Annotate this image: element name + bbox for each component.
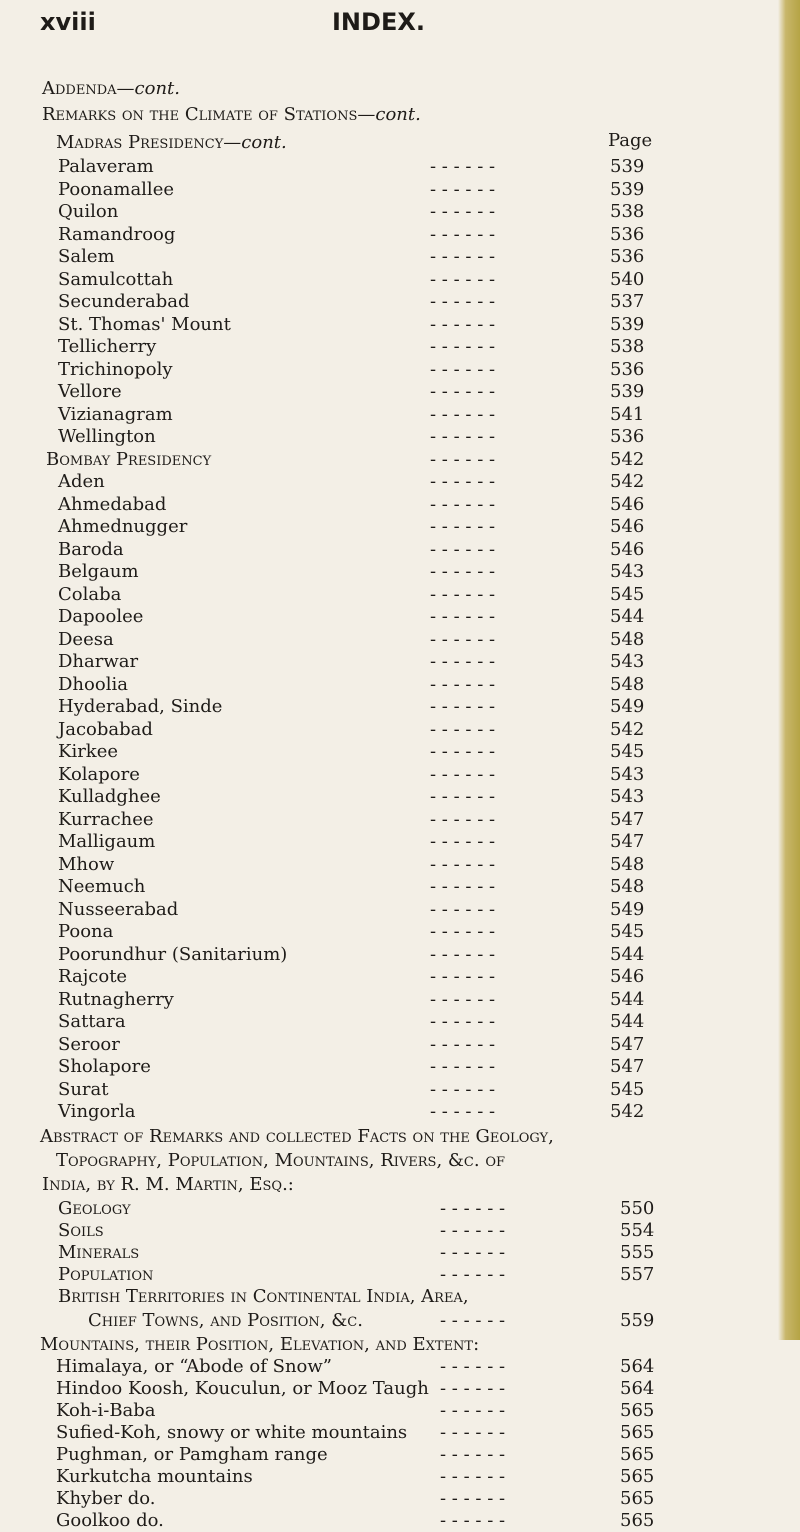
leader-dashes: - - - - - - xyxy=(440,1509,506,1531)
entry-name: Dapoolee xyxy=(58,606,144,627)
entry-page: 542 xyxy=(610,448,645,470)
leader-dashes: - - - - - - xyxy=(430,178,496,200)
index-entry xyxy=(58,764,650,786)
index-entry xyxy=(58,314,650,336)
entry-name: Dharwar xyxy=(58,651,139,672)
leader-dashes: - - - - - - xyxy=(440,1309,506,1331)
entry-name: Ahmedabad xyxy=(58,493,167,515)
remarks-cont: —cont. xyxy=(357,104,421,125)
entry-page: 548 xyxy=(610,673,645,695)
leader-dashes: - - - - - - xyxy=(430,493,496,515)
leader-dashes: - - - - - - xyxy=(440,1443,506,1465)
entry-page: 565 xyxy=(620,1443,655,1465)
entry-name: Malligaum xyxy=(58,831,156,852)
entry-page: 542 xyxy=(610,1101,645,1122)
page-column-header: Page xyxy=(608,130,653,151)
entry-name: Kirkee xyxy=(58,741,119,762)
index-entry xyxy=(58,156,650,178)
index-entry xyxy=(58,1264,660,1286)
leader-dashes: - - - - - - xyxy=(430,471,496,492)
leader-dashes: - - - - - - xyxy=(440,1465,506,1487)
leader-dashes: - - - - - - xyxy=(430,403,496,425)
entry-name: Sufied-Koh, snowy or white mountains xyxy=(56,1421,408,1443)
entry-name: Deesa xyxy=(58,628,114,650)
leader-dashes: - - - - - - xyxy=(430,988,496,1010)
leader-dashes: - - - - - - xyxy=(430,156,496,177)
entry-name: Khyber do. xyxy=(56,1487,156,1509)
entry-page: 547 xyxy=(610,1056,645,1077)
leader-dashes: - - - - - - xyxy=(430,313,496,335)
entry-page: 543 xyxy=(610,561,645,582)
entry-name: Poorundhur (Sanitarium) xyxy=(58,943,288,965)
entry-name: Secunderabad xyxy=(58,291,190,312)
leader-dashes: - - - - - - xyxy=(430,718,496,740)
entry-name: Rajcote xyxy=(58,966,128,987)
entry-page: 548 xyxy=(610,628,645,650)
index-entry xyxy=(58,1034,650,1056)
entry-page: 543 xyxy=(610,763,645,785)
index-entry xyxy=(58,494,650,516)
entry-page: 549 xyxy=(610,898,645,920)
leader-dashes: - - - - - - xyxy=(430,223,496,245)
leader-dashes: - - - - - - xyxy=(440,1263,506,1285)
entry-name: Koh-i-Baba xyxy=(56,1399,156,1421)
entry-name: Belgaum xyxy=(58,561,139,582)
index-entry xyxy=(56,1510,660,1532)
entry-page: 565 xyxy=(620,1421,655,1443)
index-entry xyxy=(58,674,650,696)
entry-page: 557 xyxy=(620,1263,655,1285)
index-entry xyxy=(58,224,650,246)
index-entry xyxy=(58,786,650,808)
entry-name: Soils xyxy=(58,1219,104,1241)
leader-dashes: - - - - - - xyxy=(430,336,496,357)
index-entry xyxy=(58,539,650,561)
leader-dashes: - - - - - - xyxy=(430,381,496,402)
entry-page: 542 xyxy=(610,471,645,492)
entry-page: 548 xyxy=(610,876,645,897)
entry-page: 548 xyxy=(610,853,645,875)
entry-page: 543 xyxy=(610,786,645,807)
entry-page: 546 xyxy=(610,538,645,560)
entry-name: Tellicherry xyxy=(58,336,157,357)
entry-name: Bombay Presidency xyxy=(46,448,212,470)
leader-dashes: - - - - - - xyxy=(440,1355,506,1377)
entry-page: 542 xyxy=(610,718,645,740)
leader-dashes: - - - - - - xyxy=(430,1101,496,1122)
entry-page: 543 xyxy=(610,651,645,672)
leader-dashes: - - - - - - xyxy=(430,561,496,582)
leader-dashes: - - - - - - xyxy=(430,1078,496,1100)
abstract-line-1: Abstract of Remarks and collected Facts on the Geology, xyxy=(40,1125,554,1147)
index-entry xyxy=(58,269,650,291)
leader-dashes: - - - - - - xyxy=(430,696,496,717)
leader-dashes: - - - - - - xyxy=(440,1421,506,1443)
index-entry xyxy=(58,989,650,1011)
entry-name: Samulcottah xyxy=(58,268,174,290)
entry-page: 537 xyxy=(610,291,645,312)
index-entry xyxy=(88,1310,660,1332)
british-line-1: British Territories in Continental India, Area, xyxy=(58,1285,469,1307)
running-title: INDEX. xyxy=(332,8,425,36)
index-entry xyxy=(58,921,650,943)
leader-dashes: - - - - - - xyxy=(430,291,496,312)
index-entry xyxy=(58,516,650,538)
leader-dashes: - - - - - - xyxy=(430,1033,496,1055)
leader-dashes: - - - - - - xyxy=(440,1219,506,1241)
entry-page: 539 xyxy=(610,156,645,177)
leader-dashes: - - - - - - xyxy=(430,943,496,965)
entry-page: 539 xyxy=(610,381,645,402)
entry-page: 564 xyxy=(620,1377,655,1399)
entry-name: Wellington xyxy=(58,426,156,447)
entry-name: Poona xyxy=(58,921,114,942)
entry-page: 536 xyxy=(610,358,645,380)
entry-name: Seroor xyxy=(58,1033,120,1055)
entry-name: Chief Towns, and Position, &c. xyxy=(88,1309,363,1331)
entry-name: Salem xyxy=(58,246,115,267)
entry-page: 550 xyxy=(620,1197,655,1219)
index-entry xyxy=(58,1011,650,1033)
index-entry xyxy=(58,1198,660,1220)
index-entry xyxy=(58,854,650,876)
leader-dashes: - - - - - - xyxy=(440,1197,506,1219)
addenda-label: Addenda xyxy=(42,78,117,99)
leader-dashes: - - - - - - xyxy=(430,966,496,987)
page-edge-binding xyxy=(778,0,800,1340)
entry-name: Neemuch xyxy=(58,876,146,897)
leader-dashes: - - - - - - xyxy=(430,358,496,380)
entry-page: 539 xyxy=(610,313,645,335)
entry-page: 565 xyxy=(620,1487,655,1509)
entry-page: 546 xyxy=(610,493,645,515)
index-entry xyxy=(58,291,650,313)
leader-dashes: - - - - - - xyxy=(430,741,496,762)
entry-page: 565 xyxy=(620,1399,655,1421)
entry-name: Jacobabad xyxy=(58,718,153,740)
leader-dashes: - - - - - - xyxy=(430,628,496,650)
entry-name: Rutnagherry xyxy=(58,988,174,1010)
index-entry xyxy=(56,1378,660,1400)
entry-page: 544 xyxy=(610,1011,645,1032)
leader-dashes: - - - - - - xyxy=(430,831,496,852)
entry-page: 549 xyxy=(610,696,645,717)
entry-name: Population xyxy=(58,1263,154,1285)
entry-name: Colaba xyxy=(58,583,122,605)
entry-page: 564 xyxy=(620,1355,655,1377)
page-header xyxy=(40,8,740,48)
leader-dashes: - - - - - - xyxy=(430,1011,496,1032)
entry-name: Vellore xyxy=(58,381,122,402)
entry-name: Hyderabad, Sinde xyxy=(58,696,223,717)
index-entry xyxy=(58,629,650,651)
entry-page: 536 xyxy=(610,246,645,267)
entry-page: 541 xyxy=(610,403,645,425)
folio-number: xviii xyxy=(40,8,96,36)
leader-dashes: - - - - - - xyxy=(430,921,496,942)
index-entry xyxy=(58,876,650,898)
index-entry xyxy=(56,1444,660,1466)
entry-page: 565 xyxy=(620,1465,655,1487)
madras-label: Madras Presidency xyxy=(56,132,224,153)
index-entry xyxy=(58,606,650,628)
entry-name: Pughman, or Pamgham range xyxy=(56,1443,328,1465)
index-entry xyxy=(58,719,650,741)
entry-name: Palaveram xyxy=(58,156,154,177)
leader-dashes: - - - - - - xyxy=(430,1056,496,1077)
index-entry xyxy=(58,561,650,583)
index-entry xyxy=(56,1466,660,1488)
addenda-heading xyxy=(42,78,180,99)
index-entry xyxy=(58,651,650,673)
entry-name: Sholapore xyxy=(58,1056,151,1077)
madras-heading xyxy=(56,132,287,153)
leader-dashes: - - - - - - xyxy=(430,201,496,222)
leader-dashes: - - - - - - xyxy=(430,606,496,627)
leader-dashes: - - - - - - xyxy=(430,673,496,695)
index-entry xyxy=(58,1220,660,1242)
leader-dashes: - - - - - - xyxy=(430,246,496,267)
index-entry xyxy=(58,899,650,921)
leader-dashes: - - - - - - xyxy=(430,898,496,920)
leader-dashes: - - - - - - xyxy=(430,268,496,290)
index-entry xyxy=(56,1488,660,1510)
entry-page: 546 xyxy=(610,966,645,987)
leader-dashes: - - - - - - xyxy=(430,786,496,807)
entry-page: 536 xyxy=(610,223,645,245)
entry-name: Dhoolia xyxy=(58,673,128,695)
entry-page: 538 xyxy=(610,336,645,357)
abstract-line-3: India, by R. M. Martin, Esq.: xyxy=(42,1173,294,1195)
entry-name: Vizianagram xyxy=(58,403,173,425)
entry-name: Geology xyxy=(58,1197,131,1219)
index-entry xyxy=(58,1079,650,1101)
mountains-heading: Mountains, their Position, Elevation, and Extent: xyxy=(40,1333,480,1355)
remarks-label: Remarks on the Climate of Stations xyxy=(42,104,358,125)
entry-page: 545 xyxy=(610,583,645,605)
madras-cont: —cont. xyxy=(223,132,287,153)
entry-name: Nusseerabad xyxy=(58,898,179,920)
entry-name: Hindoo Koosh, Kouculun, or Mooz Taugh xyxy=(56,1377,429,1399)
index-entry xyxy=(58,966,650,988)
index-entry xyxy=(58,1242,660,1264)
leader-dashes: - - - - - - xyxy=(440,1377,506,1399)
index-entry xyxy=(58,944,650,966)
index-entry xyxy=(58,381,650,403)
index-entry xyxy=(58,179,650,201)
entry-page: 546 xyxy=(610,516,645,537)
entry-page: 544 xyxy=(610,606,645,627)
entry-page: 547 xyxy=(610,808,645,830)
index-entry xyxy=(58,1101,650,1123)
index-entry xyxy=(58,426,650,448)
entry-page: 555 xyxy=(620,1241,655,1263)
entry-page: 547 xyxy=(610,1033,645,1055)
entry-name: Poonamallee xyxy=(58,178,174,200)
entry-page: 538 xyxy=(610,201,645,222)
index-entry xyxy=(56,1400,660,1422)
index-entry xyxy=(58,471,650,493)
entry-name: Trichinopoly xyxy=(58,358,173,380)
entry-page: 540 xyxy=(610,268,645,290)
entry-page: 545 xyxy=(610,741,645,762)
index-entry xyxy=(58,359,650,381)
entry-name: Sattara xyxy=(58,1011,126,1032)
index-entry xyxy=(58,1056,650,1078)
leader-dashes: - - - - - - xyxy=(430,651,496,672)
entry-name: Ahmednugger xyxy=(58,516,188,537)
entry-name: Kurkutcha mountains xyxy=(56,1465,253,1487)
index-entry xyxy=(58,831,650,853)
entry-page: 536 xyxy=(610,426,645,447)
index-entry xyxy=(58,201,650,223)
entry-name: Kurrachee xyxy=(58,808,154,830)
entry-name: Himalaya, or “Abode of Snow” xyxy=(56,1355,332,1377)
entry-page: 544 xyxy=(610,988,645,1010)
entry-page: 565 xyxy=(620,1509,655,1531)
leader-dashes: - - - - - - xyxy=(430,426,496,447)
index-entry xyxy=(58,336,650,358)
entry-name: Kulladghee xyxy=(58,786,161,807)
entry-name: Surat xyxy=(58,1078,109,1100)
entry-name: Quilon xyxy=(58,201,119,222)
index-entry xyxy=(46,449,650,471)
index-entry xyxy=(58,404,650,426)
entry-name: Goolkoo do. xyxy=(56,1509,164,1531)
leader-dashes: - - - - - - xyxy=(430,583,496,605)
entry-name: Baroda xyxy=(58,538,124,560)
entry-name: Aden xyxy=(58,471,105,492)
entry-name: Ramandroog xyxy=(58,223,176,245)
entry-name: Kolapore xyxy=(58,763,140,785)
entry-page: 544 xyxy=(610,943,645,965)
entry-page: 547 xyxy=(610,831,645,852)
index-entry xyxy=(56,1356,660,1378)
entry-page: 554 xyxy=(620,1219,655,1241)
leader-dashes: - - - - - - xyxy=(430,763,496,785)
leader-dashes: - - - - - - xyxy=(430,853,496,875)
entry-page: 545 xyxy=(610,1078,645,1100)
entry-name: St. Thomas' Mount xyxy=(58,313,231,335)
index-entry xyxy=(58,809,650,831)
entry-page: 545 xyxy=(610,921,645,942)
index-entry xyxy=(58,741,650,763)
abstract-line-2: Topography, Population, Mountains, Rivers, &c. of xyxy=(56,1149,505,1171)
entry-page: 559 xyxy=(620,1309,655,1331)
leader-dashes: - - - - - - xyxy=(440,1399,506,1421)
entry-name: Vingorla xyxy=(58,1101,136,1122)
index-entry xyxy=(58,246,650,268)
remarks-heading xyxy=(42,104,421,125)
addenda-cont: —cont. xyxy=(116,78,180,99)
leader-dashes: - - - - - - xyxy=(430,516,496,537)
index-entry xyxy=(58,584,650,606)
leader-dashes: - - - - - - xyxy=(430,538,496,560)
index-entry xyxy=(58,696,650,718)
leader-dashes: - - - - - - xyxy=(430,448,496,470)
leader-dashes: - - - - - - xyxy=(430,876,496,897)
leader-dashes: - - - - - - xyxy=(440,1487,506,1509)
entry-name: Mhow xyxy=(58,853,115,875)
entry-page: 539 xyxy=(610,178,645,200)
leader-dashes: - - - - - - xyxy=(430,808,496,830)
entry-name: Minerals xyxy=(58,1241,140,1263)
leader-dashes: - - - - - - xyxy=(440,1241,506,1263)
index-entry xyxy=(56,1422,660,1444)
